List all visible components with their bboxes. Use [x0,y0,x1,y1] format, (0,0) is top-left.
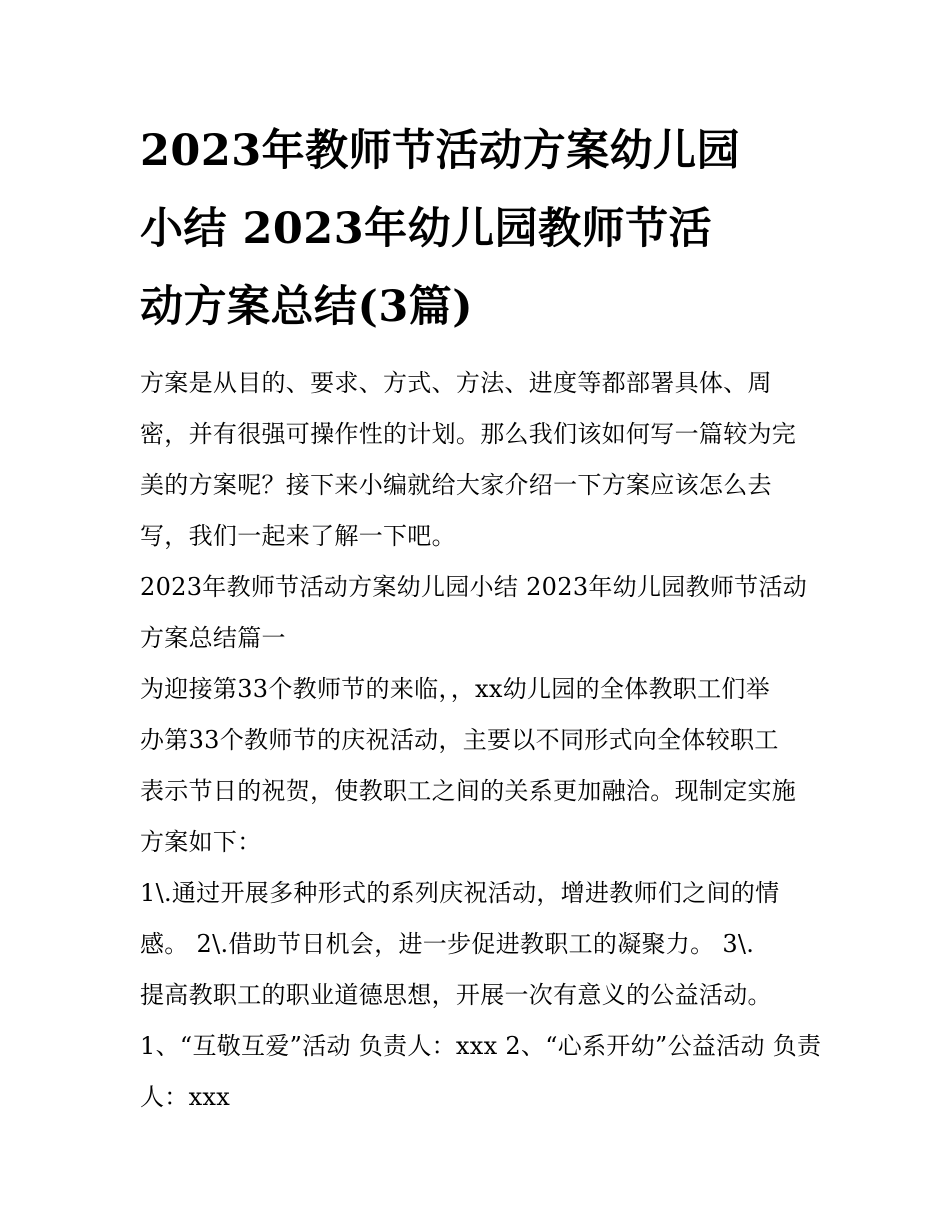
paragraph-line: 为迎接第33个教师节的来临，，xx幼儿园的全体教职工们举 [140,675,771,703]
goals-line: 1\.通过开展多种形式的系列庆祝活动，增进教师们之间的情 [140,879,780,907]
document-body [140,358,822,1123]
goals-line: 提高教职工的职业道德思想，开展一次有意义的公益活动。 [140,981,772,1009]
section-heading-line: 方案总结篇一 [140,624,286,652]
goals-line: 感。 2\.借助节日机会，进一步促进教职工的凝聚力。 3\. [140,930,755,958]
paragraph-line: 办第33个教师节的庆祝活动，主要以不同形式向全体较职工 [140,726,779,754]
document-title [140,112,812,346]
document-page [140,112,822,1123]
title-line: 小结 2023年幼儿园教师节活 [140,204,713,254]
intro-line: 方案是从目的、要求、方式、方法、进度等都部署具体、周 [140,369,772,397]
paragraph-line: 方案如下： [140,828,262,856]
section-heading-line: 2023年教师节活动方案幼儿园小结 2023年幼儿园教师节活动 [140,573,808,601]
activities-line: 人：xxx [140,1083,231,1111]
title-line: 动方案总结(3篇) [140,282,474,332]
activities-line: 1、“互敬互爱”活动 负责人：xxx 2、“心系开幼”公益活动 负责 [140,1032,822,1060]
intro-line: 密，并有很强可操作性的计划。那么我们该如何写一篇较为完 [140,420,797,448]
paragraph-line: 表示节日的祝贺，使教职工之间的关系更加融洽。现制定实施 [140,777,797,805]
intro-line: 美的方案呢？接下来小编就给大家介绍一下方案应该怎么去 [140,471,772,499]
intro-line: 写，我们一起来了解一下吧。 [140,522,456,550]
title-line: 2023年教师节活动方案幼儿园 [140,126,741,176]
